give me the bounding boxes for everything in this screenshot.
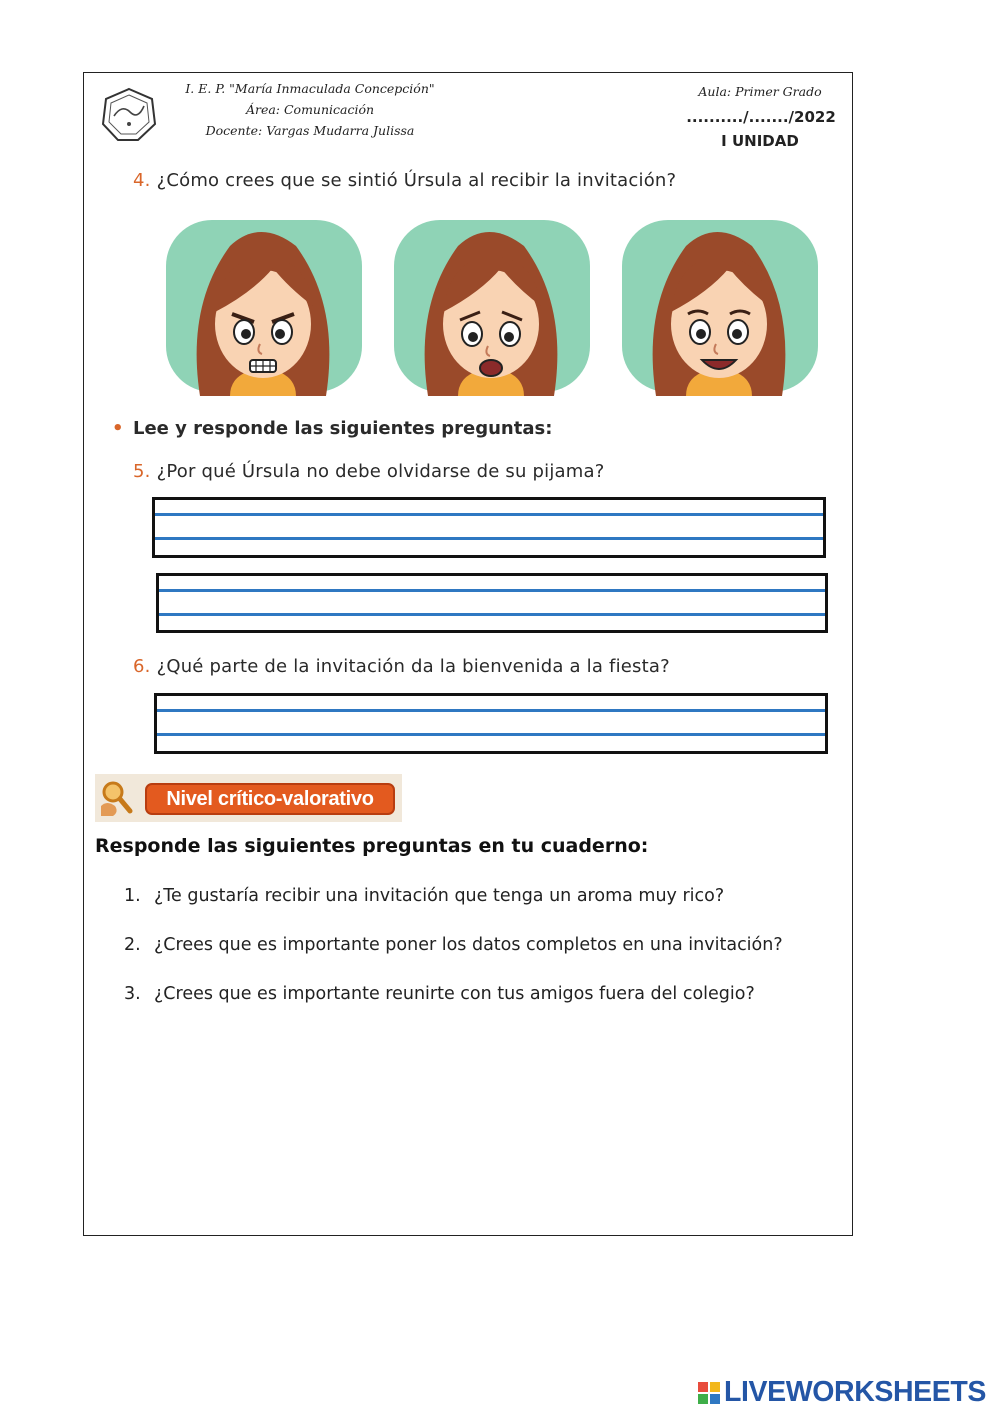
worried-face-icon[interactable]	[388, 216, 594, 396]
school-crest-logo	[100, 86, 158, 144]
question-text: ¿Cómo crees que se sintió Úrsula al recibir la invitación?	[156, 170, 677, 191]
question-list	[124, 886, 824, 1033]
question-number: 4.	[133, 170, 151, 191]
brand-name: LIVEWORKSHEETS	[724, 1376, 987, 1408]
unit-label: I UNIDAD	[721, 132, 799, 150]
list-item: 1. ¿Te gustaría recibir una invitación que tenga un aroma muy rico?	[124, 886, 725, 906]
emotion-options	[160, 216, 820, 396]
question-number: 6.	[133, 656, 151, 677]
list-item: 3. ¿Crees que es importante reunirte con tus amigos fuera del colegio?	[124, 984, 755, 1004]
school-header	[160, 78, 460, 141]
school-name: I. E. P. "María Inmaculada Concepción"	[185, 81, 435, 96]
liveworksheets-mark-icon	[698, 1382, 720, 1404]
question-5	[133, 461, 605, 482]
answer-line-q5-2[interactable]	[156, 573, 828, 633]
happy-face-icon[interactable]	[616, 216, 822, 396]
bullet-icon: •	[112, 418, 124, 439]
answer-line-q5-1[interactable]	[152, 497, 826, 558]
teacher-name: Docente: Vargas Mudarra Julissa	[205, 123, 415, 138]
liveworksheets-logo[interactable]	[698, 1374, 994, 1410]
section-heading: Responde las siguientes preguntas en tu cuaderno:	[95, 835, 649, 857]
grade-label: Aula: Primer Grado	[698, 84, 822, 99]
date-field[interactable]: ........../......./2022	[686, 108, 836, 126]
question-text: ¿Qué parte de la invitación da la bienvenida a la fiesta?	[156, 656, 670, 677]
magnifier-hand-icon	[97, 778, 139, 818]
question-4	[133, 170, 676, 191]
instruction-text: Lee y responde las siguientes preguntas:	[133, 418, 553, 439]
level-label: Nivel crítico-valorativo	[145, 783, 395, 815]
question-number: 5.	[133, 461, 151, 482]
list-item: 2. ¿Crees que es importante poner los datos completos en una invitación?	[124, 935, 783, 955]
subject-area: Área: Comunicación	[245, 102, 375, 117]
answer-line-q6[interactable]	[154, 693, 828, 754]
level-banner	[95, 774, 402, 822]
question-text: ¿Por qué Úrsula no debe olvidarse de su pijama?	[156, 461, 605, 482]
question-6	[133, 656, 670, 677]
angry-face-icon[interactable]	[160, 216, 366, 396]
